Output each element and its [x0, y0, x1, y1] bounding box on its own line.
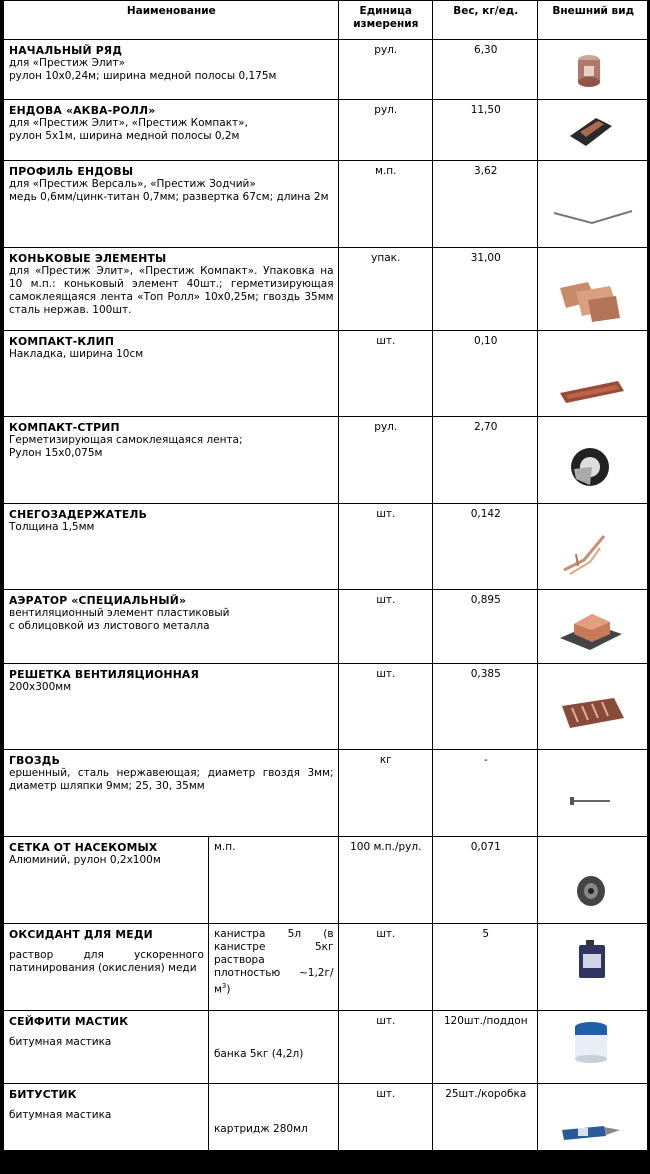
product-desc: рулон 10х0,24м; ширина медной полосы 0,175м	[9, 70, 277, 82]
unit-cell: шт.	[339, 1011, 432, 1083]
product-cell	[4, 837, 208, 923]
weight-cell: 2,70	[433, 417, 537, 503]
image-cell	[538, 590, 647, 663]
pack-cell: банка 5кг (4,2л)	[209, 1011, 338, 1083]
table-row	[4, 417, 647, 503]
table-row	[4, 750, 647, 836]
table-row	[4, 248, 647, 330]
product-desc: для «Престиж Элит»	[9, 57, 125, 69]
pack-cell: картридж 280мл	[209, 1084, 338, 1150]
weight-cell: 120шт./поддон	[433, 1011, 537, 1083]
nail-icon	[568, 794, 614, 808]
unit-cell: рул.	[339, 100, 432, 160]
image-cell	[538, 504, 647, 589]
image-cell	[538, 161, 647, 247]
header-view: Внешний вид	[538, 1, 647, 39]
copper-roll-icon	[574, 52, 604, 90]
product-name: РЕШЕТКА ВЕНТИЛЯЦИОННАЯ	[9, 668, 200, 681]
table-header	[4, 1, 647, 39]
ridge-elements-icon	[554, 278, 624, 324]
product-desc: для «Престиж Элит», «Престиж Компакт». Упаковка на 10 м.п.: коньковый элемент 40шт.; герметизирующая самоклеящаяся лента «Топ Ролл» 10х0,25м; гвоздь 35мм сталь нержав. 100шт.	[9, 265, 334, 316]
table-row	[4, 100, 647, 160]
unit-cell: упак.	[339, 248, 432, 330]
unit-cell: 100 м.п./рул.	[339, 837, 432, 923]
product-name: СЕЙФИТИ МАСТИК	[9, 1015, 129, 1028]
unit-cell: рул.	[339, 40, 432, 99]
product-cell	[4, 664, 338, 749]
unit-cell: шт.	[339, 590, 432, 663]
product-desc: рулон 5х1м, ширина медной полосы 0,2м	[9, 130, 240, 142]
unit-cell: м.п.	[339, 161, 432, 247]
product-name: ГВОЗДЬ	[9, 754, 61, 767]
product-cell	[4, 161, 338, 247]
table-row	[4, 1011, 647, 1083]
image-cell	[538, 417, 647, 503]
weight-cell: 0,385	[433, 664, 537, 749]
tape-roll-icon	[568, 445, 612, 489]
product-desc: медь 0,6мм/цинк-титан 0,7мм; развертка 67см; длина 2м	[9, 191, 329, 203]
weight-cell: 6,30	[433, 40, 537, 99]
weight-cell: 0,895	[433, 590, 537, 663]
pack-cell: канистра 5л (в канистре 5кг раствора плотностью $\sim 1,2г/м^3$)	[209, 924, 338, 1010]
image-cell	[538, 924, 647, 1010]
product-name: ОКСИДАНТ ДЛЯ МЕДИ	[9, 928, 153, 941]
product-desc: Алюминий, рулон 0,2х100м	[9, 854, 161, 866]
image-cell	[538, 837, 647, 923]
product-cell	[4, 248, 338, 330]
canister-icon	[576, 940, 608, 980]
product-name: АЭРАТОР «СПЕЦИАЛЬНЫЙ»	[9, 594, 187, 607]
product-name: ЕНДОВА «АКВА-РОЛЛ»	[9, 104, 156, 117]
unit-cell: рул.	[339, 417, 432, 503]
product-desc: Герметизирующая самоклеящаяся лента;	[9, 434, 243, 446]
product-cell	[4, 924, 208, 1010]
table-row	[4, 161, 647, 247]
vent-grille-icon	[560, 696, 626, 730]
image-cell	[538, 664, 647, 749]
product-table	[3, 0, 648, 1151]
header-name: Наименование	[4, 1, 338, 39]
product-desc: Накладка, ширина 10см	[9, 348, 144, 360]
product-name: КОМПАКТ-КЛИП	[9, 335, 115, 348]
weight-cell: 0,071	[433, 837, 537, 923]
table-row	[4, 837, 647, 923]
clip-plate-icon	[558, 379, 626, 405]
cartridge-icon	[558, 1122, 624, 1144]
product-desc: раствор для ускоренного патинирования (окисления) меди	[9, 949, 204, 974]
image-cell	[538, 1011, 647, 1083]
table-row	[4, 664, 647, 749]
unit-cell: шт.	[339, 1084, 432, 1150]
unit-cell: шт.	[339, 664, 432, 749]
product-desc: битумная мастика	[9, 1109, 112, 1121]
weight-cell: 31,00	[433, 248, 537, 330]
product-desc: Рулон 15х0,075м	[9, 447, 103, 459]
product-name: КОНЬКОВЫЕ ЭЛЕМЕНТЫ	[9, 252, 167, 265]
header-unit: Единица измерения	[339, 1, 432, 39]
product-desc: ершенный, сталь нержавеющая; диаметр гвоздя 3мм; диаметр шляпки 9мм; 25, 30, 35мм	[9, 767, 334, 792]
product-desc: битумная мастика	[9, 1036, 112, 1048]
unit-cell: шт.	[339, 504, 432, 589]
weight-cell: 5	[433, 924, 537, 1010]
product-desc: Толщина 1,5мм	[9, 521, 95, 533]
valley-profile-icon	[552, 209, 634, 229]
product-cell	[4, 504, 338, 589]
image-cell	[538, 750, 647, 836]
weight-cell: 0,142	[433, 504, 537, 589]
table-row	[4, 924, 647, 1010]
product-desc: для «Престиж Элит», «Престиж Компакт»,	[9, 117, 248, 129]
table-row	[4, 1084, 647, 1150]
unit-cell: шт.	[339, 331, 432, 416]
product-name: ПРОФИЛЬ ЕНДОВЫ	[9, 165, 134, 178]
product-cell	[4, 100, 338, 160]
product-cell	[4, 1084, 208, 1150]
product-desc: для «Престиж Версаль», «Престиж Зодчий»	[9, 178, 256, 190]
image-cell	[538, 331, 647, 416]
image-cell	[538, 248, 647, 330]
bucket-icon	[572, 1021, 610, 1065]
product-name: КОМПАКТ-СТРИП	[9, 421, 120, 434]
product-desc: 200х300мм	[9, 681, 72, 693]
weight-cell: 3,62	[433, 161, 537, 247]
product-name: СНЕГОЗАДЕРЖАТЕЛЬ	[9, 508, 148, 521]
table-row	[4, 331, 647, 416]
product-desc: вентиляционный элемент пластиковый	[9, 607, 230, 619]
aerator-icon	[558, 604, 624, 652]
weight-cell: -	[433, 750, 537, 836]
table-row	[4, 40, 647, 99]
table-row	[4, 504, 647, 589]
product-cell	[4, 417, 338, 503]
product-name: СЕТКА ОТ НАСЕКОМЫХ	[9, 841, 158, 854]
pack-cell: м.п.	[209, 837, 338, 923]
image-cell	[538, 1084, 647, 1150]
table-row	[4, 590, 647, 663]
product-cell	[4, 750, 338, 836]
snow-guard-icon	[560, 530, 612, 578]
product-cell	[4, 40, 338, 99]
weight-cell: 11,50	[433, 100, 537, 160]
image-cell	[538, 100, 647, 160]
unit-cell: шт.	[339, 924, 432, 1010]
product-cell	[4, 590, 338, 663]
valley-roll-icon	[566, 112, 616, 150]
product-name: НАЧАЛЬНЫЙ РЯД	[9, 44, 123, 57]
product-name: БИТУСТИК	[9, 1088, 77, 1101]
weight-cell: 25шт./коробка	[433, 1084, 537, 1150]
product-cell	[4, 331, 338, 416]
product-cell	[4, 1011, 208, 1083]
insect-mesh-icon	[574, 873, 608, 909]
unit-cell: кг	[339, 750, 432, 836]
weight-cell: 0,10	[433, 331, 537, 416]
header-weight: Вес, кг/ед.	[433, 1, 537, 39]
image-cell	[538, 40, 647, 99]
product-desc: с облицовкой из листового металла	[9, 620, 210, 632]
